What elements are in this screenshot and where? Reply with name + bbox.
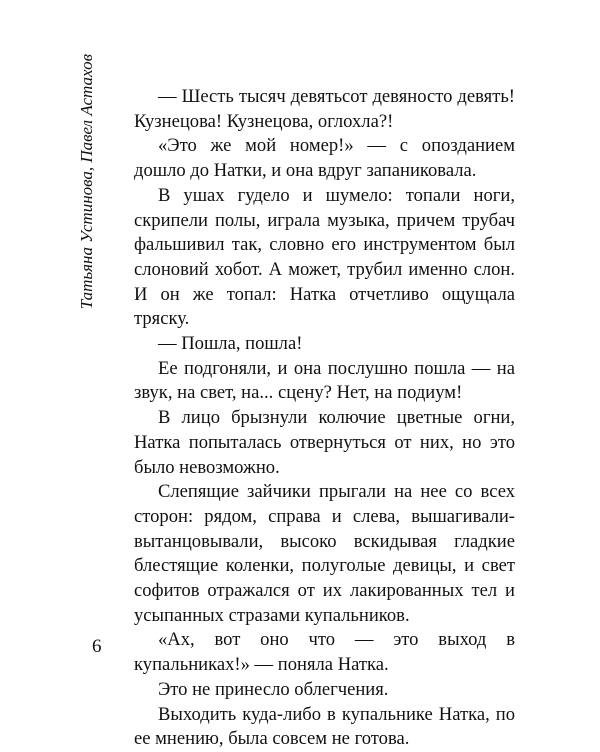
paragraph: Ее подгоняли, и она послушно пошла — на звук, на свет, на... сцену? Нет, на подиум! xyxy=(134,357,515,404)
paragraph: В лицо брызнули колючие цветные огни, Натка попыталась отвернуться от них, но это было невозможно. xyxy=(134,407,515,478)
body-text xyxy=(134,85,515,752)
paragraph: Выходить куда-либо в купальнике Натка, по ее мнению, была совсем не готова. xyxy=(134,703,515,750)
paragraph: — Шесть тысяч девятьсот девяносто девять! Кузнецова! Кузнецова, оглохла?! xyxy=(134,86,515,132)
paragraph: Слепящие зайчики прыгали на нее со всех сторон: рядом, справа и слева, вышагивали-вытанцовывали, высоко вскидывая гладкие блестящие коленки, полуголые девицы, и свет софитов отражался от их лакированных тел и усыпанных стразами купальников. xyxy=(134,481,515,626)
paragraph: — Пошла, пошла! xyxy=(158,333,303,355)
paragraph: «Ах, вот оно что — это выход в купальниках!» — поняла Натка. xyxy=(134,629,515,676)
paragraph: В ушах гудело и шумело: топали ноги, скрипели полы, играла музыка, причем трубач фальшивил так, словно его инструментом был слоновий хобот. А может, трубил именно слон. И он же топал: Натка отчетливо ощущала тряску. xyxy=(134,184,515,330)
paragraph: «Это же мой номер!» — с опозданием дошло до Натки, и она вдруг запаниковала. xyxy=(134,135,515,182)
page-number: 6 xyxy=(92,636,102,657)
paragraph: Это не принесло облегчения. xyxy=(158,678,389,700)
running-head-authors: Татьяна Устинова, Павел Астахов xyxy=(77,54,96,310)
